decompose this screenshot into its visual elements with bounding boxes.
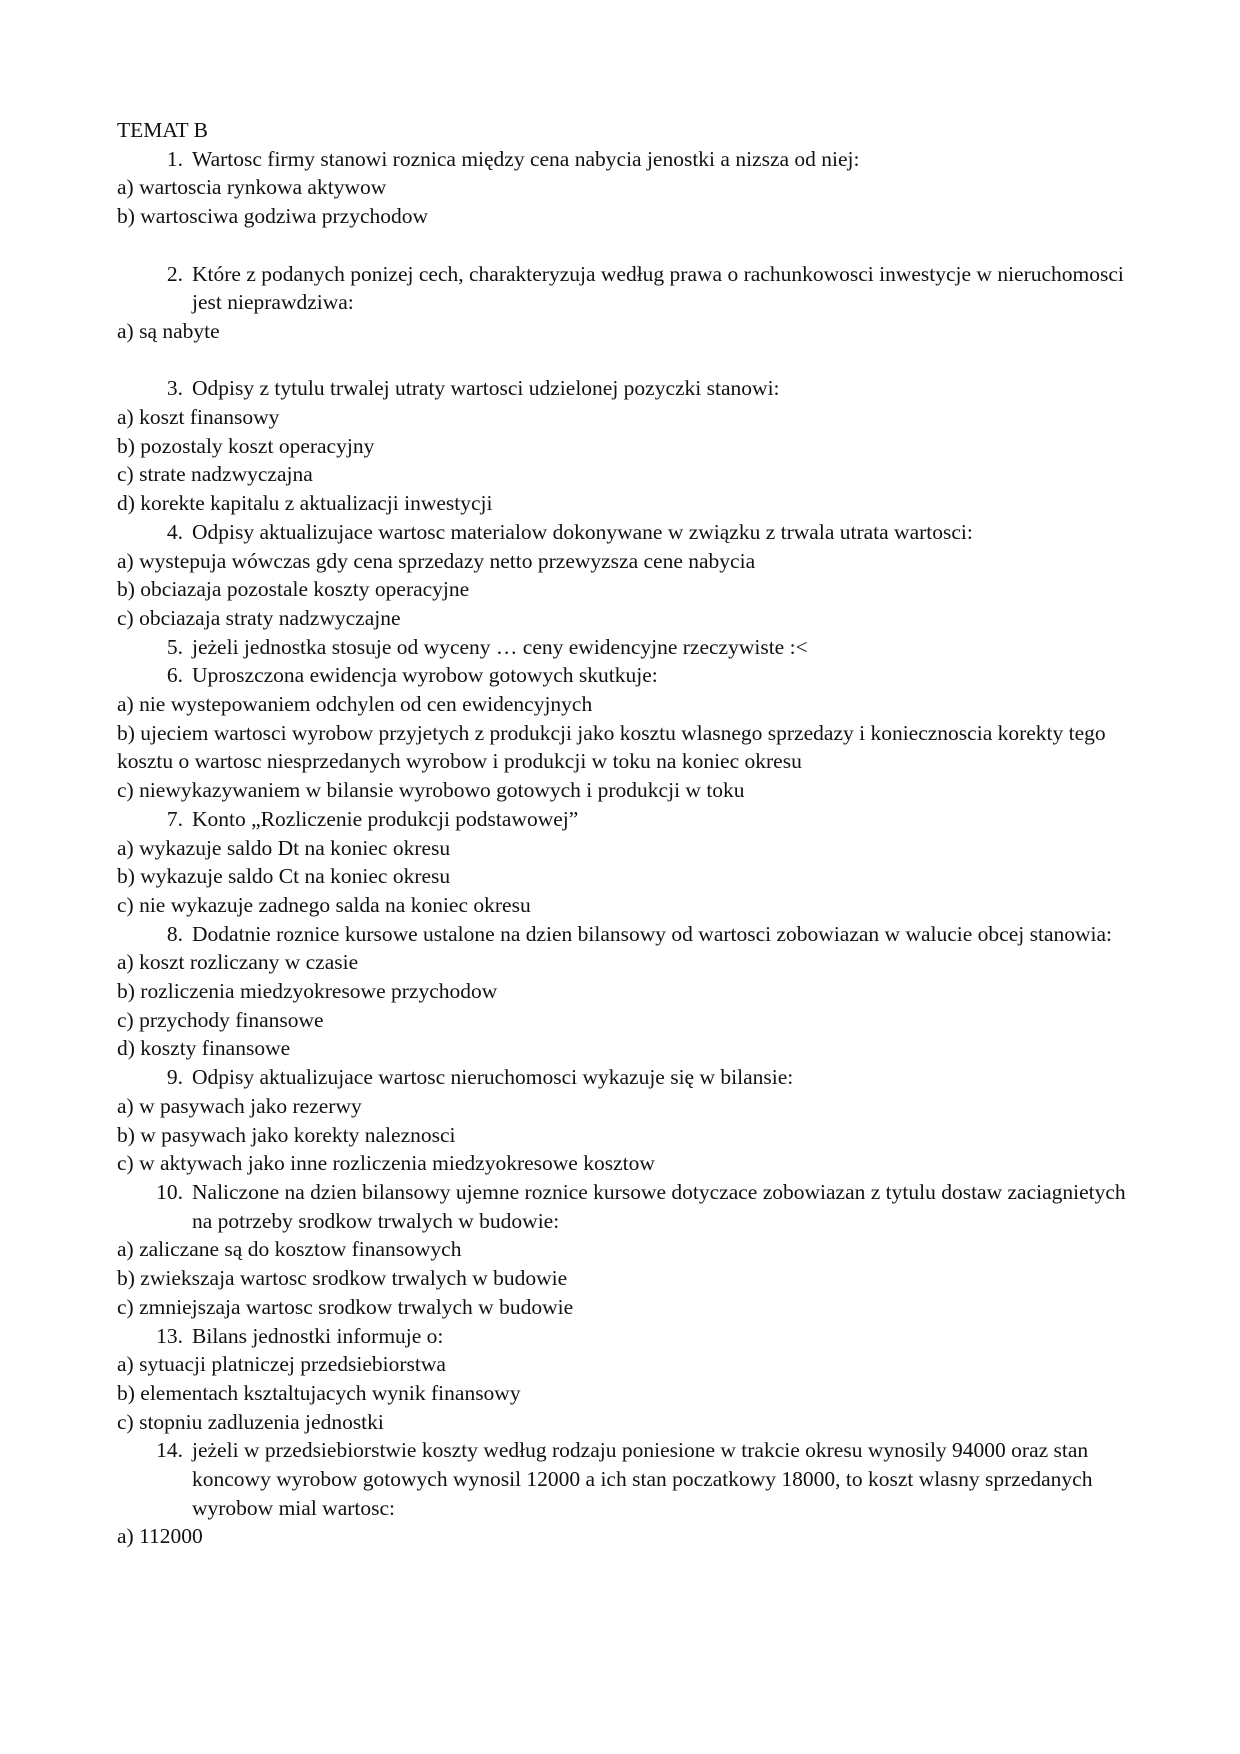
question-text: Odpisy aktualizujace wartosc nieruchomosci wykazuje się w bilansie:	[192, 1065, 794, 1090]
answer-option: a) nie wystepowaniem odchylen od cen ewidencyjnych	[117, 692, 593, 717]
blank-line	[117, 231, 1127, 260]
answer-option: c) obciazaja straty nadzwyczajne	[117, 605, 401, 630]
question-item	[117, 920, 1127, 949]
question-text: Naliczone na dzien bilansowy ujemne roznice kursowe dotyczace zobowiazan z tytulu dostaw zaciagnietych na potrzeby srodkow trwalych w budowie:	[192, 1179, 1126, 1233]
answer-option: d) korekte kapitalu z aktualizacji inwestycji	[117, 491, 493, 516]
question-item	[117, 805, 1127, 834]
answer-option: a) wartoscia rynkowa aktywow	[117, 175, 387, 200]
question-item	[117, 374, 1127, 403]
document-title: TEMAT B	[117, 118, 208, 142]
question-item	[117, 661, 1127, 690]
answer-option: b) w pasywach jako korekty naleznosci	[117, 1122, 456, 1147]
answer-option: b) wykazuje saldo Ct na koniec okresu	[117, 864, 451, 889]
document-page	[117, 116, 1127, 1551]
answer-option: c) stopniu zadluzenia jednostki	[117, 1409, 384, 1434]
answer-option: a) wykazuje saldo Dt na koniec okresu	[117, 835, 451, 860]
answer-option: a) koszt rozliczany w czasie	[117, 950, 359, 975]
question-text: Odpisy z tytulu trwalej utraty wartosci udzielonej pozyczki stanowi:	[192, 376, 780, 401]
answer-option: b) pozostaly koszt operacyjny	[117, 433, 375, 458]
answer-option: a) są nabyte	[117, 318, 220, 343]
answer-option: c) przychody finansowe	[117, 1007, 324, 1032]
question-number: 10.	[156, 1179, 183, 1204]
answer-option: a) zaliczane są do kosztow finansowych	[117, 1237, 462, 1262]
question-text: Uproszczona ewidencja wyrobow gotowych skutkuje:	[192, 663, 658, 688]
question-text: jeżeli w przedsiebiorstwie koszty według rodzaju poniesione w trakcie okresu wynosily 94000 oraz stan koncowy wyrobow gotowych wynosil 12000 a ich stan poczatkowy 18000, to koszt wlasny sprzedanych wyrobow mial wartosc:	[192, 1438, 1093, 1520]
question-text: jeżeli jednostka stosuje od wyceny … ceny ewidencyjne rzeczywiste :<	[192, 634, 808, 659]
answer-option: b) obciazaja pozostale koszty operacyjne	[117, 577, 470, 602]
question-number: 7.	[166, 806, 183, 831]
question-number: 3.	[166, 376, 183, 401]
answer-option: b) ujeciem wartosci wyrobow przyjetych z produkcji jako kosztu wlasnego sprzedazy i koniecznoscia korekty tego kosztu o wartosc niesprzedanych wyrobow i produkcji w toku na koniec okresu	[117, 720, 1106, 774]
question-text: Które z podanych ponizej cech, charakteryzuja według prawa o rachunkowosci inwestycje w nieruchomosci jest nieprawdziwa:	[192, 261, 1124, 315]
answer-option: c) strate nadzwyczajna	[117, 462, 313, 487]
question-item	[117, 145, 1127, 174]
question-number: 1.	[166, 146, 183, 171]
question-number: 9.	[166, 1065, 183, 1090]
answer-option: c) w aktywach jako inne rozliczenia miedzyokresowe kosztow	[117, 1151, 655, 1176]
answer-option: a) w pasywach jako rezerwy	[117, 1093, 362, 1118]
question-text: Konto „Rozliczenie produkcji podstawowej”	[192, 806, 579, 831]
question-number: 8.	[166, 921, 183, 946]
answer-option: b) rozliczenia miedzyokresowe przychodow	[117, 979, 498, 1004]
answer-option: a) sytuacji platniczej przedsiebiorstwa	[117, 1352, 446, 1377]
question-item	[117, 1436, 1127, 1522]
answer-option: b) wartosciwa godziwa przychodow	[117, 204, 429, 229]
question-number: 14.	[156, 1438, 183, 1463]
answer-option: a) wystepuja wówczas gdy cena sprzedazy netto przewyzsza cene nabycia	[117, 548, 756, 573]
blank-line	[117, 346, 1127, 375]
question-number: 2.	[166, 261, 183, 286]
question-item	[117, 1178, 1127, 1235]
question-text: Bilans jednostki informuje o:	[192, 1323, 444, 1348]
question-item	[117, 1063, 1127, 1092]
answer-option: a) 112000	[117, 1524, 203, 1549]
question-number: 6.	[166, 663, 183, 688]
question-item	[117, 633, 1127, 662]
question-number: 13.	[156, 1323, 183, 1348]
answer-option: c) zmniejszaja wartosc srodkow trwalych w budowie	[117, 1294, 574, 1319]
answer-option: c) niewykazywaniem w bilansie wyrobowo gotowych i produkcji w toku	[117, 778, 745, 803]
answer-option: b) elementach ksztaltujacych wynik finansowy	[117, 1380, 521, 1405]
question-list	[117, 145, 1127, 1551]
question-number: 5.	[166, 634, 183, 659]
answer-option: c) nie wykazuje zadnego salda na koniec okresu	[117, 892, 531, 917]
question-text: Dodatnie roznice kursowe ustalone na dzien bilansowy od wartosci zobowiazan w walucie obcej stanowia:	[192, 921, 1113, 946]
question-item	[117, 518, 1127, 547]
question-item	[117, 260, 1127, 317]
question-item	[117, 1322, 1127, 1351]
question-text: Wartosc firmy stanowi roznica między cena nabycia jenostki a nizsza od niej:	[192, 146, 860, 171]
answer-option: b) zwiekszaja wartosc srodkow trwalych w budowie	[117, 1266, 568, 1291]
question-number: 4.	[166, 519, 183, 544]
answer-option: d) koszty finansowe	[117, 1036, 291, 1061]
question-text: Odpisy aktualizujace wartosc materialow dokonywane w związku z trwala utrata wartosci:	[192, 519, 973, 544]
answer-option: a) koszt finansowy	[117, 405, 280, 429]
